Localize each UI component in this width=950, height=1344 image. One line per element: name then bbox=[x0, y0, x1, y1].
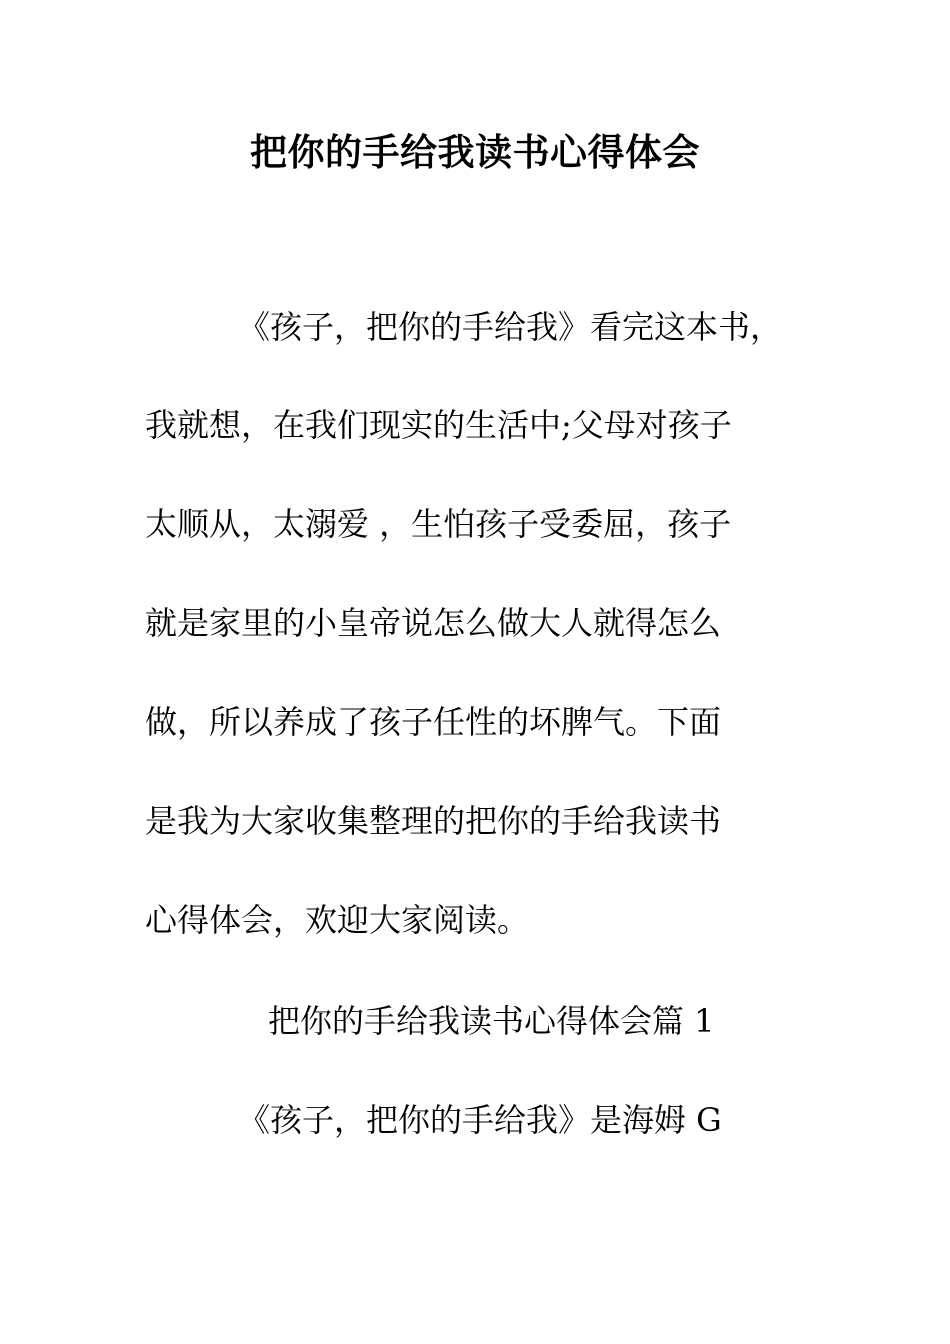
intro-line-6: 是我为大家收集整理的把你的手给我读书 bbox=[145, 802, 722, 840]
section-first-line: 《孩子，把你的手给我》是海姆 G bbox=[238, 1101, 722, 1139]
intro-line-7: 心得体会，欢迎大家阅读。 bbox=[145, 901, 530, 939]
intro-line-5: 做，所以养成了孩子任性的坏脾气。下面 bbox=[145, 703, 722, 741]
intro-line-4: 就是家里的小皇帝说怎么做大人就得怎么 bbox=[145, 604, 722, 642]
section-heading: 把你的手给我读书心得体会篇 1 bbox=[268, 1002, 715, 1040]
intro-line-3: 太顺从，太溺爱 ，生怕孩子受委屈，孩子 bbox=[145, 505, 732, 543]
document-title: 把你的手给我读书心得体会 bbox=[250, 131, 700, 174]
intro-line-2: 我就想，在我们现实的生活中;父母对孩子 bbox=[145, 406, 732, 444]
intro-line-1: 《孩子，把你的手给我》看完这本书， bbox=[238, 308, 783, 346]
